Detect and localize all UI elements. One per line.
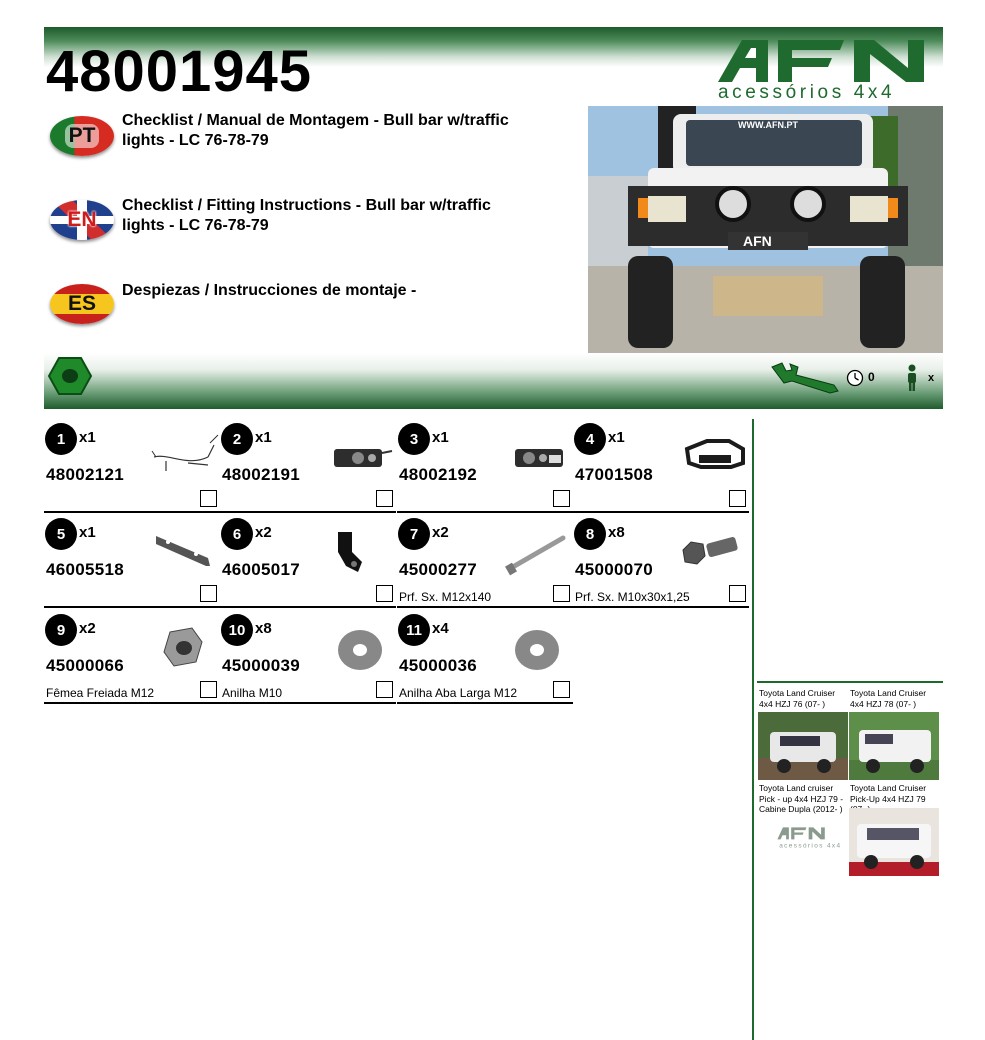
part-cell xyxy=(44,514,220,608)
product-photo xyxy=(588,106,943,353)
part-quantity: x1 xyxy=(79,429,96,446)
part-description: Anilha Aba Larga M12 xyxy=(399,686,518,700)
vehicle-label: Toyota Land Cruiser 4x4 HZJ 78 (07- ) xyxy=(850,688,927,709)
part-quantity: x1 xyxy=(608,429,625,446)
right-divider xyxy=(752,419,754,1040)
part-checkbox[interactable] xyxy=(553,681,570,698)
vehicle-label: Toyota Land cruiser Pick - up 4x4 HZJ 79 - Cabine Dupla (2012- ) xyxy=(759,783,844,814)
part-code: 48002192 xyxy=(399,465,478,484)
part-code: 45000036 xyxy=(399,656,478,675)
part-checkbox[interactable] xyxy=(200,490,217,507)
part-code: 46005518 xyxy=(46,560,125,579)
part-cell xyxy=(44,610,220,704)
part-quantity: x8 xyxy=(255,620,272,637)
vehicle-photo xyxy=(849,712,939,780)
afn-logo-small xyxy=(776,826,842,850)
part-quantity: x1 xyxy=(79,524,96,541)
time-value: 0 xyxy=(868,370,875,384)
bull-bar-icon xyxy=(677,427,749,483)
part-number-badge: 11 xyxy=(398,614,430,646)
part-checkbox[interactable] xyxy=(553,490,570,507)
person-icon xyxy=(905,364,919,392)
part-quantity: x1 xyxy=(432,429,449,446)
hex-bolt-icon xyxy=(677,522,749,578)
part-checkbox[interactable] xyxy=(729,490,746,507)
part-description: Fêmea Freiada M12 xyxy=(46,686,155,700)
part-description: Prf. Sx. M10x30x1,25 xyxy=(575,590,690,604)
part-number-badge: 8 xyxy=(574,518,606,550)
part-cell xyxy=(397,514,573,608)
bracket-angle-icon xyxy=(324,522,396,578)
part-code: 45000070 xyxy=(575,560,654,579)
part-cell xyxy=(220,514,396,608)
part-checkbox[interactable] xyxy=(729,585,746,602)
part-code: 48002121 xyxy=(46,465,125,484)
part-quantity: x4 xyxy=(432,620,449,637)
part-code: 45000277 xyxy=(399,560,478,579)
vehicle-photo xyxy=(758,712,848,780)
part-checkbox[interactable] xyxy=(200,585,217,602)
title-en: Checklist / Fitting Instructions - Bull bar w/traffic lights - LC 76-78-79 xyxy=(122,197,491,234)
part-number-badge: 5 xyxy=(45,518,77,550)
part-checkbox[interactable] xyxy=(376,585,393,602)
part-number-badge: 9 xyxy=(45,614,77,646)
vehicle-photo xyxy=(849,808,939,876)
part-cell xyxy=(397,610,573,704)
svg-text:WWW.AFN.PT: WWW.AFN.PT xyxy=(738,120,798,130)
wire-harness-icon xyxy=(148,427,220,483)
title-es: Despiezas / Instrucciones de montaje - xyxy=(122,282,417,299)
part-number-badge: 4 xyxy=(574,423,606,455)
part-code: 45000066 xyxy=(46,656,125,675)
part-cell xyxy=(220,610,396,704)
part-number-badge: 6 xyxy=(221,518,253,550)
persons-value: x xyxy=(928,372,935,384)
part-quantity: x2 xyxy=(432,524,449,541)
bracket-long-icon xyxy=(148,522,220,578)
washer-icon xyxy=(324,618,396,674)
wrench-icon xyxy=(768,361,840,395)
part-cell xyxy=(220,419,396,513)
part-checkbox[interactable] xyxy=(376,490,393,507)
part-cell xyxy=(573,419,749,513)
svg-text:AFN: AFN xyxy=(743,233,772,249)
part-cell xyxy=(573,514,749,608)
es-flag-icon: ES xyxy=(50,284,114,324)
part-description: Prf. Sx. M12x140 xyxy=(399,590,492,604)
long-bolt-icon xyxy=(501,522,573,578)
document-number: 48001945 xyxy=(46,39,313,104)
vehicle-label: Toyota Land Cruiser 4x4 HZJ 76 (07- ) xyxy=(759,688,836,709)
lock-nut-icon xyxy=(148,618,220,674)
part-checkbox[interactable] xyxy=(376,681,393,698)
nut-icon xyxy=(48,356,92,396)
part-number-badge: 2 xyxy=(221,423,253,455)
part-code: 47001508 xyxy=(575,465,654,484)
part-quantity: x2 xyxy=(255,524,272,541)
part-number-badge: 1 xyxy=(45,423,77,455)
washer-icon xyxy=(501,618,573,674)
traffic-light-left-icon xyxy=(324,427,396,483)
part-code: 45000039 xyxy=(222,656,301,675)
clock-icon xyxy=(846,369,864,387)
part-cell xyxy=(397,419,573,513)
part-number-badge: 7 xyxy=(398,518,430,550)
part-cell xyxy=(44,419,220,513)
part-code: 46005017 xyxy=(222,560,301,579)
part-number-badge: 3 xyxy=(398,423,430,455)
part-checkbox[interactable] xyxy=(553,585,570,602)
part-checkbox[interactable] xyxy=(200,681,217,698)
part-quantity: x8 xyxy=(608,524,625,541)
part-code: 48002191 xyxy=(222,465,301,484)
part-description: Anilha M10 xyxy=(222,686,283,700)
part-number-badge: 10 xyxy=(221,614,253,646)
title-pt: Checklist / Manual de Montagem - Bull bar w/traffic lights - LC 76-78-79 xyxy=(122,112,509,149)
part-quantity: x1 xyxy=(255,429,272,446)
vehicle-label: Toyota Land Cruiser Pick-Up 4x4 HZJ 79 xyxy=(850,783,927,804)
vehicles-divider xyxy=(757,681,943,683)
svg-text:acessórios 4x4: acessórios 4x4 xyxy=(779,842,842,850)
brand-tagline: acessórios 4x4 xyxy=(718,82,896,103)
part-quantity: x2 xyxy=(79,620,96,637)
traffic-light-right-icon xyxy=(501,427,573,483)
uk-flag-icon: EN xyxy=(50,200,114,240)
pt-flag-icon: PT xyxy=(50,116,114,156)
